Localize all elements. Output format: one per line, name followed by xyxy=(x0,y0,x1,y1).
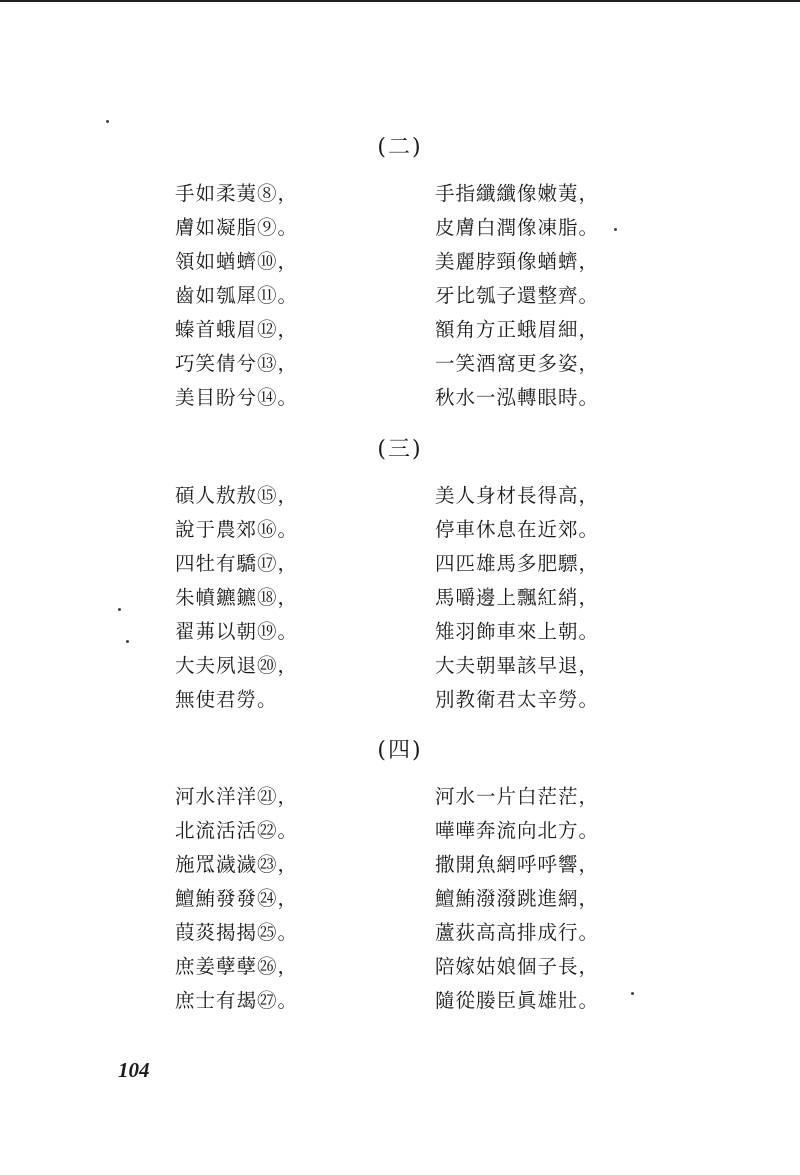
page-number: 104 xyxy=(118,1058,150,1082)
translation-verse: 雉羽飾車來上朝。 xyxy=(435,620,600,643)
translation-verse: 隨從媵臣眞雄壯。 xyxy=(435,989,600,1012)
verse-line xyxy=(0,781,800,815)
translation-verse: 撒開魚網呼呼響， xyxy=(435,853,600,876)
translation-verse: 蘆荻高高排成行。 xyxy=(435,921,600,944)
verse-line xyxy=(0,382,800,416)
verse-line xyxy=(0,280,800,314)
original-verse: 手如柔荑⑧， xyxy=(175,182,299,205)
original-verse: 鱣鮪發發㉔， xyxy=(175,887,299,910)
stanza-heading: (二) xyxy=(377,135,423,160)
original-verse: 北流活活㉒。 xyxy=(175,819,299,842)
original-verse: 庶姜孽孽㉖， xyxy=(175,955,299,978)
original-verse: 說于農郊⑯。 xyxy=(175,518,299,541)
verse-line xyxy=(0,951,800,985)
verse-line xyxy=(0,883,800,917)
scan-speck xyxy=(614,228,617,231)
verse-line xyxy=(0,616,800,650)
translation-verse: 秋水一泓轉眼時。 xyxy=(435,386,600,409)
translation-verse: 鱣鮪潑潑跳進網， xyxy=(435,887,600,910)
verse-line xyxy=(0,917,800,951)
verse-line xyxy=(0,514,800,548)
scan-speck xyxy=(631,992,634,995)
scan-speck xyxy=(126,640,129,643)
translation-verse: 皮膚白潤像凍脂。 xyxy=(435,216,600,239)
original-verse: 翟茀以朝⑲。 xyxy=(175,620,299,643)
translation-verse: 馬嚼邊上飄紅綃， xyxy=(435,586,600,609)
translation-verse: 河水一片白茫茫， xyxy=(435,785,600,808)
original-verse: 庶士有朅㉗。 xyxy=(175,989,299,1012)
verse-line xyxy=(0,480,800,514)
original-verse: 施罛濊濊㉓， xyxy=(175,853,299,876)
verse-line xyxy=(0,178,800,212)
verse-line xyxy=(0,246,800,280)
translation-verse: 手指纖纖像嫩荑， xyxy=(435,182,600,205)
scan-speck xyxy=(106,120,109,123)
original-verse: 膚如凝脂⑨。 xyxy=(175,216,299,239)
original-verse: 齒如瓠犀⑪。 xyxy=(175,284,299,307)
original-verse: 河水洋洋㉑， xyxy=(175,785,299,808)
scan-speck xyxy=(118,608,121,611)
original-verse: 美目盼兮⑭。 xyxy=(175,386,299,409)
top-border-rule xyxy=(0,0,800,2)
verse-line xyxy=(0,348,800,382)
original-verse: 無使君勞。 xyxy=(175,688,278,711)
original-verse: 領如蝤蠐⑩， xyxy=(175,250,299,273)
translation-verse: 別教衛君太辛勞。 xyxy=(435,688,600,711)
verse-line xyxy=(0,314,800,348)
original-verse: 四牡有驕⑰， xyxy=(175,552,299,575)
translation-verse: 大夫朝畢該早退， xyxy=(435,654,600,677)
translation-verse: 一笑酒窩更多姿， xyxy=(435,352,600,375)
original-verse: 大夫夙退⑳， xyxy=(175,654,299,677)
translation-verse: 四匹雄馬多肥驃， xyxy=(435,552,600,575)
translation-verse: 牙比瓠子還整齊。 xyxy=(435,284,600,307)
verse-line xyxy=(0,684,800,718)
translation-verse: 嘩嘩奔流向北方。 xyxy=(435,819,600,842)
verse-line xyxy=(0,548,800,582)
verse-line xyxy=(0,849,800,883)
translation-verse: 額角方正蛾眉細， xyxy=(435,318,600,341)
translation-verse: 美麗脖頸像蝤蠐， xyxy=(435,250,600,273)
translation-verse: 停車休息在近郊。 xyxy=(435,518,600,541)
original-verse: 碩人敖敖⑮， xyxy=(175,484,299,507)
original-verse: 葭菼揭揭㉕。 xyxy=(175,921,299,944)
verse-line xyxy=(0,212,800,246)
verse-line xyxy=(0,815,800,849)
stanza-heading: (四) xyxy=(377,738,423,763)
original-verse: 螓首蛾眉⑫， xyxy=(175,318,299,341)
translation-verse: 美人身材長得高， xyxy=(435,484,600,507)
original-verse: 朱幩鑣鑣⑱， xyxy=(175,586,299,609)
translation-verse: 陪嫁姑娘個子長， xyxy=(435,955,600,978)
stanza-heading: (三) xyxy=(377,437,423,462)
verse-line xyxy=(0,650,800,684)
original-verse: 巧笑倩兮⑬， xyxy=(175,352,299,375)
verse-line xyxy=(0,985,800,1019)
